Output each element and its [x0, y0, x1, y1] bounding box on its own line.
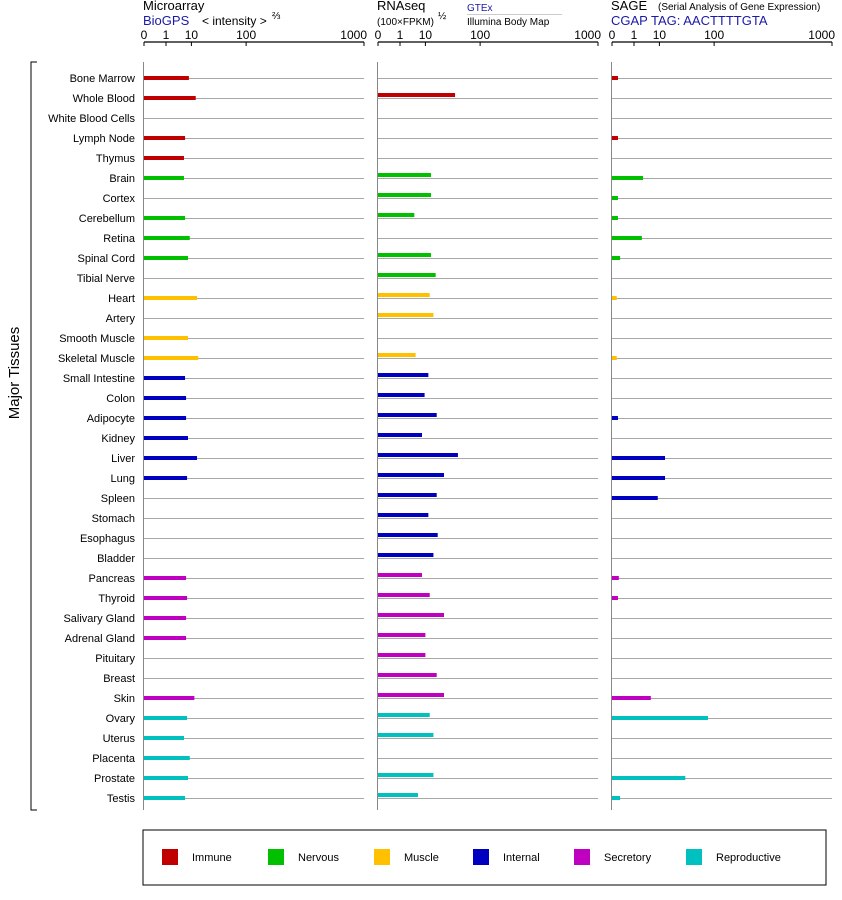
tissue-label: Placenta [92, 753, 135, 765]
tissue-label: White Blood Cells [48, 113, 135, 125]
tissue-label: Lung [110, 473, 135, 485]
rnaseq-bar [378, 493, 437, 497]
microarray-bar [144, 156, 184, 160]
microarray-bar [144, 176, 184, 180]
sage-tick-label: 1000 [808, 28, 835, 42]
microarray-bar [144, 356, 198, 360]
sage-tick-label: 0 [608, 28, 616, 42]
microarray-bar [144, 616, 186, 620]
sage-subtitle: (Serial Analysis of Gene Expression) [658, 2, 821, 13]
microarray-source: BioGPS [143, 13, 190, 28]
rnaseq-bar [378, 553, 433, 557]
legend-swatch [686, 849, 702, 865]
rnaseq-tick-label: 0 [374, 28, 382, 42]
rnaseq-bar [378, 713, 430, 717]
tissue-label: Salivary Gland [63, 613, 135, 625]
sage-bar [612, 576, 619, 580]
sage-bar [612, 776, 685, 780]
sage-bar [612, 136, 618, 140]
tissue-label: Adipocyte [86, 413, 135, 425]
tissue-label: Brain [109, 173, 135, 185]
rnaseq-bar [378, 573, 422, 577]
tissue-label: Spleen [100, 493, 135, 505]
rnaseq-bar [378, 613, 444, 617]
tissue-label: Colon [106, 393, 135, 405]
microarray-tick-label: 100 [236, 28, 257, 42]
tissue-label: Lymph Node [73, 133, 135, 145]
microarray-unit: < intensity > [202, 14, 267, 28]
legend-swatch [473, 849, 489, 865]
microarray-bar [144, 576, 186, 580]
tissue-label: Pancreas [88, 573, 135, 585]
rnaseq-bar [378, 313, 433, 317]
microarray-bar [144, 136, 185, 140]
tissue-label: Esophagus [79, 533, 135, 545]
tissue-label: Cortex [102, 193, 135, 205]
microarray-bar [144, 396, 186, 400]
tissue-label: Breast [103, 673, 135, 685]
legend-label: Reproductive [716, 852, 781, 864]
legend-label: Nervous [298, 852, 339, 864]
tissue-label: Heart [108, 293, 135, 305]
microarray-bar [144, 96, 196, 100]
tissue-label: Bone Marrow [69, 73, 135, 85]
tissue-label: Whole Blood [72, 93, 135, 105]
microarray-bar [144, 796, 185, 800]
microarray-bar [144, 376, 185, 380]
sage-tick-label: 10 [652, 28, 667, 42]
rnaseq-source-illumina: Illumina Body Map [467, 17, 550, 28]
tissue-label: Thyroid [98, 593, 135, 605]
tissue-label: Retina [103, 233, 135, 245]
microarray-bar [144, 216, 185, 220]
rnaseq-bar [378, 633, 425, 637]
tissue-label: Tibial Nerve [76, 273, 135, 285]
tissue-label: Ovary [105, 713, 135, 725]
tissue-label: Cerebellum [78, 213, 135, 225]
rnaseq-bar [378, 173, 431, 177]
microarray-bar [144, 756, 190, 760]
sage-bar [612, 496, 658, 500]
rnaseq-unit-exponent: ½ [438, 11, 447, 22]
tissue-label: Artery [105, 313, 135, 325]
rnaseq-bar [378, 453, 458, 457]
legend-label: Muscle [404, 852, 439, 864]
microarray-bar [144, 336, 188, 340]
microarray-bar [144, 456, 197, 460]
rnaseq-unit: (100×FPKM) [377, 17, 434, 28]
sage-bar [612, 596, 618, 600]
sage-title: SAGE [611, 0, 648, 13]
rnaseq-bar [378, 413, 437, 417]
sage-tick-label: 100 [704, 28, 725, 42]
tissue-label: Skin [113, 693, 135, 705]
sage-bar [612, 216, 618, 220]
sage-bar [612, 416, 618, 420]
microarray-bar [144, 696, 194, 700]
legend-swatch [574, 849, 590, 865]
rnaseq-bar [378, 653, 425, 657]
microarray-bar [144, 776, 188, 780]
rnaseq-bar [378, 473, 444, 477]
legend-label: Internal [503, 852, 540, 864]
microarray-tick-label: 1 [162, 28, 170, 42]
rnaseq-tick-label: 10 [418, 28, 433, 42]
microarray-bar [144, 736, 184, 740]
rnaseq-bar [378, 693, 444, 697]
sage-bar [612, 456, 665, 460]
legend-label: Secretory [604, 852, 652, 864]
rnaseq-bar [378, 273, 436, 277]
rnaseq-bar [378, 353, 416, 357]
tissue-label: Smooth Muscle [59, 333, 135, 345]
tissue-label: Adrenal Gland [64, 633, 135, 645]
rnaseq-bar [378, 433, 422, 437]
tissue-label: Testis [106, 793, 135, 805]
tissue-label: Spinal Cord [77, 253, 135, 265]
microarray-title: Microarray [143, 0, 205, 13]
rnaseq-bar [378, 733, 433, 737]
rnaseq-tick-label: 100 [470, 28, 491, 42]
rnaseq-bar [378, 253, 431, 257]
microarray-bar [144, 416, 186, 420]
microarray-bar [144, 716, 187, 720]
sage-bar [612, 196, 618, 200]
sage-tag: CGAP TAG: AACTTTTGTA [611, 13, 768, 28]
microarray-bar [144, 236, 190, 240]
rnaseq-bar [378, 773, 433, 777]
sage-bar [612, 76, 618, 80]
microarray-bar [144, 636, 186, 640]
rnaseq-bar [378, 793, 418, 797]
tissue-label: Uterus [102, 733, 135, 745]
microarray-bar [144, 436, 188, 440]
rnaseq-bar [378, 93, 455, 97]
microarray-unit-exponent: ⅔ [272, 11, 281, 22]
sage-tick-label: 1 [630, 28, 638, 42]
tissue-label: Kidney [101, 433, 135, 445]
sage-bar [612, 356, 617, 360]
microarray-bar [144, 476, 187, 480]
sage-bar [612, 256, 620, 260]
major-tissues-label: Major Tissues [6, 326, 23, 420]
sage-bar [612, 476, 665, 480]
rnaseq-bar [378, 373, 428, 377]
sage-bar [612, 296, 617, 300]
microarray-tick-label: 1000 [340, 28, 367, 42]
sage-bar [612, 716, 708, 720]
rnaseq-bar [378, 593, 430, 597]
sage-bar [612, 796, 620, 800]
microarray-bar [144, 76, 189, 80]
microarray-tick-label: 0 [140, 28, 148, 42]
legend-swatch [374, 849, 390, 865]
tissue-label: Skeletal Muscle [57, 353, 135, 365]
tissue-label: Liver [111, 453, 135, 465]
rnaseq-bar [378, 213, 414, 217]
microarray-tick-label: 10 [184, 28, 199, 42]
rnaseq-bar [378, 293, 430, 297]
legend-swatch [162, 849, 178, 865]
sage-bar [612, 696, 651, 700]
rnaseq-bar [378, 513, 428, 517]
tissue-label: Thymus [95, 153, 135, 165]
tissue-label: Bladder [97, 553, 135, 565]
tissue-label: Stomach [91, 513, 135, 525]
rnaseq-bar [378, 193, 431, 197]
rnaseq-bar [378, 533, 438, 537]
tissue-label: Prostate [94, 773, 135, 785]
legend-label: Immune [192, 852, 232, 864]
microarray-bar [144, 596, 187, 600]
legend-swatch [268, 849, 284, 865]
rnaseq-title: RNAseq [377, 0, 426, 13]
tissue-label: Small Intestine [62, 373, 135, 385]
rnaseq-bar [378, 393, 425, 397]
rnaseq-tick-label: 1000 [574, 28, 601, 42]
microarray-bar [144, 296, 197, 300]
rnaseq-bar [378, 673, 437, 677]
rnaseq-source-gtex: GTEx [467, 3, 493, 14]
sage-bar [612, 176, 643, 180]
microarray-bar [144, 256, 188, 260]
major-tissues-bracket [31, 62, 37, 810]
tissue-label: Pituitary [95, 653, 135, 665]
rnaseq-tick-label: 1 [396, 28, 404, 42]
sage-bar [612, 236, 642, 240]
